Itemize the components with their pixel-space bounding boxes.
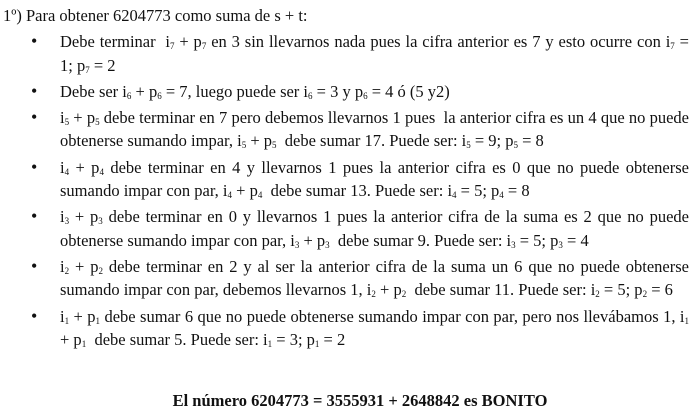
bullet-list [0, 30, 699, 354]
section-heading: 1º) Para obtener 6204773 como suma de s + t: [3, 6, 308, 25]
bullet-item-digit-4: • $i_4 + p_4$ debe terminar en 4 y llevarnos 1 pues la anterior cifra es 0 que no puede obtenerse sumando impar con par, $i_4 + p_4$ debe sumar 13. Puede ser: $i_4 = 5$; $p_4 = 8$ [0, 156, 699, 203]
bullet-item-digit-6: • Debe ser $i_6 + p_6 = 7$, luego puede ser $i_6 = 3$ y $p_6 = 4$ ó (5 y2) [0, 80, 699, 104]
bullet-item-digit-5: • $i_5 + p_5$ debe terminar en 7 pero debemos llevarnos 1 pues la anterior cifra es un 4 que no puede obtenerse sumando impar, $i_5 + p_5$ debe sumar 17. Puede ser: $i_5 = 9$; $p_5 = 8$ [0, 106, 699, 153]
bullet-item-digit-3: • $i_3 + p_3$ debe terminar en 0 y llevarnos 1 pues la anterior cifra de la suma es 2 que no puede obtenerse sumando impar con par, $i_3 + p_3$ debe sumar 9. Puede ser: $i_3 = 5$; $p_3 = 4$ [0, 205, 699, 252]
conclusion: El número 6204773 = 3555931 + 2648842 es BONITO [172, 391, 548, 410]
bullet-item-digit-2: • $i_2 + p_2$ debe terminar en 2 y al ser la anterior cifra de la suma un 6 que no puede obtenerse sumando impar con par, debemos llevarnos 1, $i_2 + p_2$ debe sumar 11. Puede ser: $i_2 = 5$; $p_2 = 6$ [0, 255, 699, 302]
bullet-item-digit-7: • Debe terminar $i_7 + p_7$ en 3 sin llevarnos nada pues la cifra anterior es 7 y esto ocurre con $i_7 = 1$; $p_7 = 2$ [0, 30, 699, 77]
bullet-item-digit-1: • $i_1 + p_1$ debe sumar 6 que no puede obtenerse sumando impar con par, pero nos llevábamos 1, $i_1 + p_1$ debe sumar 5. Puede ser: $i_1 = 3$; $p_1 = 2$ [0, 305, 699, 352]
